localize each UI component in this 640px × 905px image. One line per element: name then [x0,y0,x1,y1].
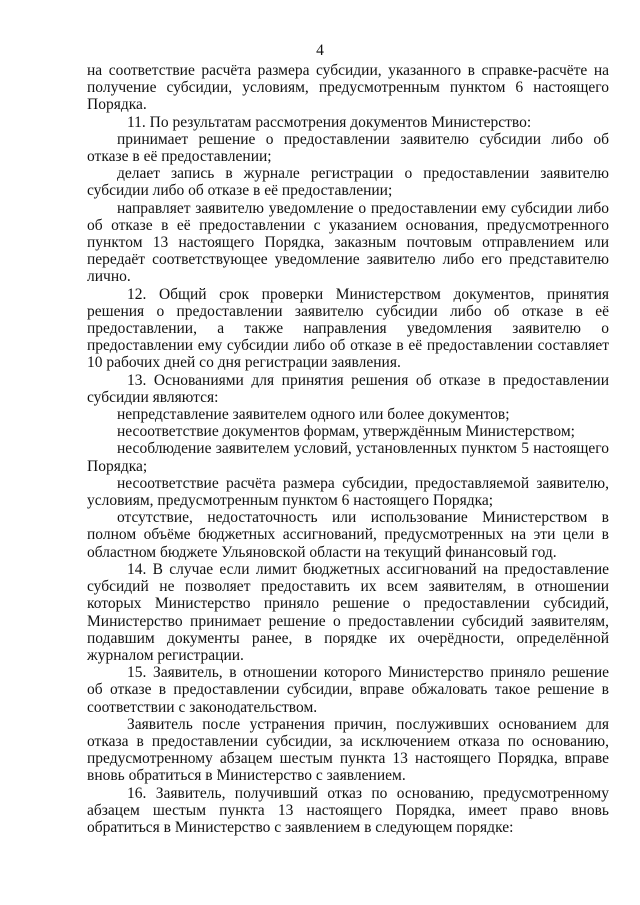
paragraph-13-item-1: непредставление заявителем одного или более документов; [117,406,510,424]
paragraph-13-item-3: несоблюдение заявителем условий, установленных пунктом 5 настоящего Порядка; [87,440,609,475]
paragraph-12: 12. Общий срок проверки Министерством документов, принятия решения о предоставлении заявителю субсидии либо об отказе в её предоставлении, а также направления уведомления заявителю о предоставлении ему субсидии либо об отказе в её предоставлении составляет 10 рабочих дней со дня регистрации заявления. [87,285,609,372]
paragraph-11-journal: делает запись в журнале регистрации о предоставлении заявителю субсидии либо об отказе в её предоставлении; [87,165,609,200]
paragraph-continuation: на соответствие расчёта размера субсидии, указанного в справке-расчёте на получение субсидии, условиям, предусмотренным пунктом 6 настоящего Порядка. [87,62,609,114]
paragraph-13-item-4: несоответствие расчёта размера субсидии, предоставляемой заявителю, условиям, предусмотренным пунктом 6 настоящего Порядка; [87,474,609,510]
page-number: 4 [316,42,324,59]
paragraph-13: 13. Основаниями для принятия решения об отказе в предоставлении субсидии являются: [87,371,609,406]
document-body [87,62,609,836]
paragraph-11-decision: принимает решение о предоставлении заявителю субсидии либо об отказе в её предоставлении; [87,130,609,166]
paragraph-14: 14. В случае если лимит бюджетных ассигнований на предоставление субсидий не позволяет предоставить их всем заявителям, в отношении которых Министерство приняло решение о предоставлении субсидий, Министерство принимает решение о предоставлении субсидий заявителям, подавшим документы ранее, в порядке их очерёдности, определённой журналом регистрации. [87,560,609,664]
paragraph-15: 15. Заявитель, в отношении которого Министерство приняло решение об отказе в предоставлении субсидии, вправе обжаловать такое решение в соответствии с законодательством. [87,664,609,716]
paragraph-13-item-5: отсутствие, недостаточность или использование Министерством в полном объёме бюджетных ассигнований, предусмотренных на эти цели в областном бюджете Ульяновской области на текущий финансовый год. [87,509,609,561]
paragraph-11-notification: направляет заявителю уведомление о предоставлении ему субсидии либо об отказе в её предоставлении с указанием основания, предусмотренного пунктом 13 настоящего Порядка, заказным почтовым отправлением или передаёт соответствующее уведомление заявителю либо его представителю лично. [87,199,609,286]
paragraph-16: 16. Заявитель, получивший отказ по основанию, предусмотренному абзацем шестым пункта 13 настоящего Порядка, имеет право вновь обратиться в Министерство с заявлением в следующем порядке: [87,784,609,836]
paragraph-15-reapply: Заявитель после устранения причин, послуживших основанием для отказа в предоставлении субсидии, за исключением отказа по основанию, предусмотренному абзацем шестым пункта 13 настоящего Порядка, вправе вновь обратиться в Министерство с заявлением. [87,715,609,785]
paragraph-13-item-2: несоответствие документов формам, утверждённым Министерством; [117,423,575,441]
paragraph-11: 11. По результатам рассмотрения документов Министерство: [127,113,532,131]
